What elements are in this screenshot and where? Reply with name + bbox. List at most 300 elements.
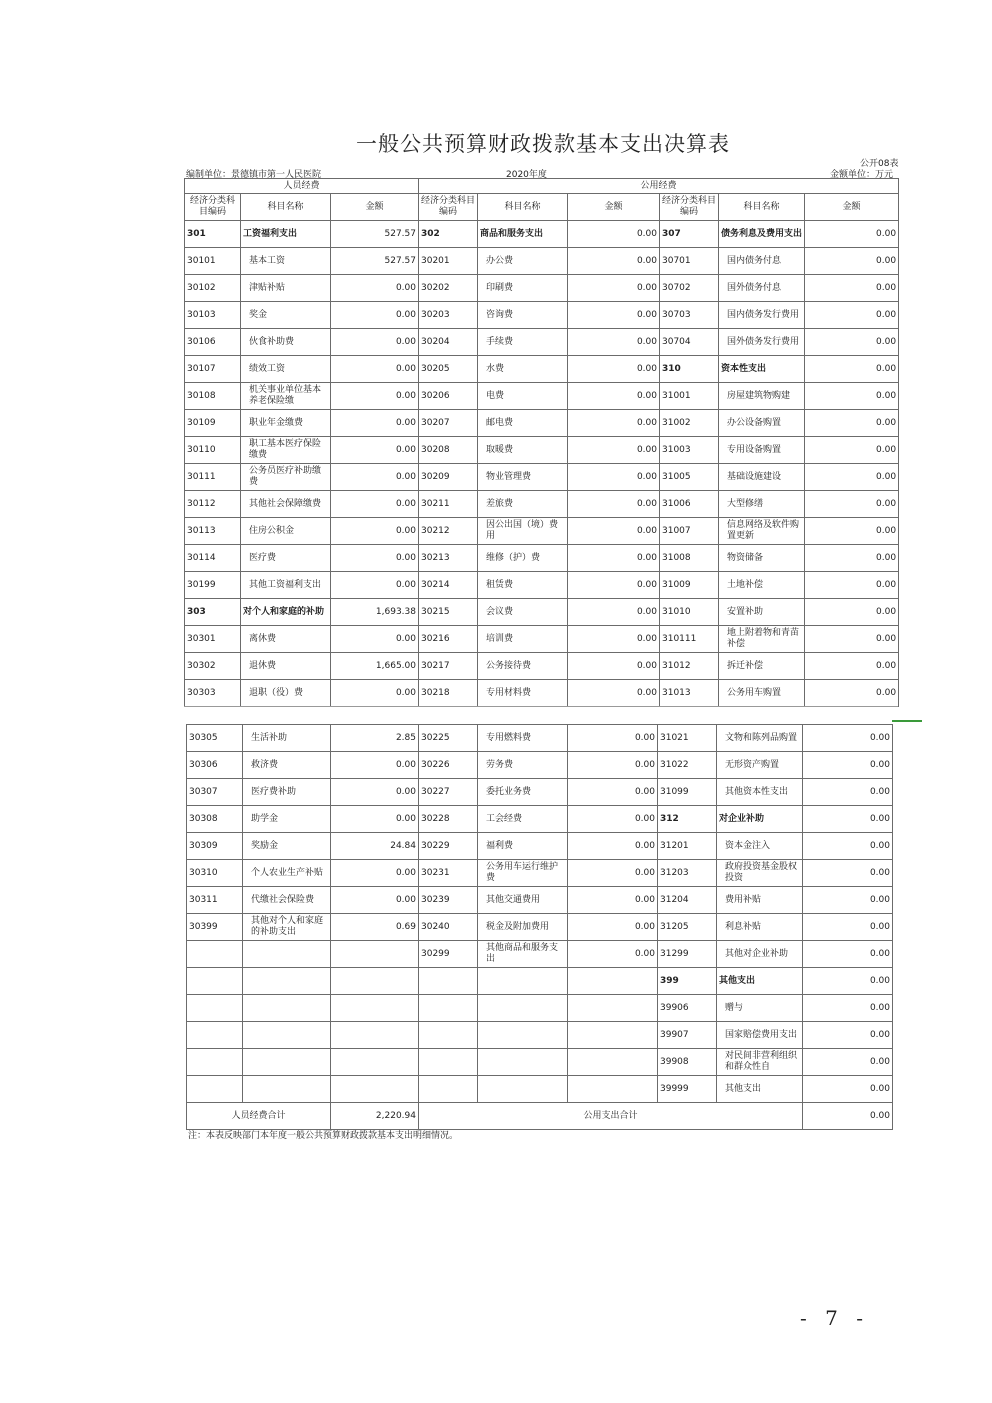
cell-amount: 0.69 — [331, 914, 419, 941]
cell-name: 对民间非营利组织和群众性自 — [717, 1049, 803, 1076]
cell-code: 30303 — [185, 680, 241, 707]
unit-org: 编制单位：景德镇市第一人民医院 — [186, 170, 322, 180]
total-public-value: 0.00 — [803, 1103, 893, 1130]
cell-amount: 24.84 — [331, 833, 419, 860]
cell-name: 税金及附加费用 — [478, 914, 568, 941]
cell-code — [187, 941, 243, 968]
cell-name: 国外债务付息 — [719, 275, 805, 302]
cell-amount: 0.00 — [568, 806, 658, 833]
cell-name: 大型修缮 — [719, 491, 805, 518]
cell-name: 救济费 — [243, 752, 331, 779]
cell-amount: 0.00 — [805, 464, 899, 491]
cell-name: 资本性支出 — [719, 356, 805, 383]
cell-amount: 0.00 — [331, 752, 419, 779]
cell-name: 商品和服务支出 — [478, 221, 568, 248]
cell-name — [243, 1022, 331, 1049]
cell-code: 30229 — [419, 833, 478, 860]
col-name: 科目名称 — [719, 194, 805, 221]
cell-amount: 0.00 — [805, 329, 899, 356]
cell-name: 医疗费 — [241, 545, 331, 572]
cell-code: 30199 — [185, 572, 241, 599]
cell-selection-mark — [892, 720, 922, 722]
cell-name — [243, 1076, 331, 1103]
cell-amount — [331, 1076, 419, 1103]
cell-amount: 0.00 — [568, 860, 658, 887]
cell-code: 30305 — [187, 725, 243, 752]
cell-name: 物业管理费 — [478, 464, 568, 491]
cell-amount: 0.00 — [803, 1049, 893, 1076]
cell-code: 30102 — [185, 275, 241, 302]
cell-code: 30203 — [419, 302, 478, 329]
cell-amount: 0.00 — [803, 1022, 893, 1049]
cell-amount: 527.57 — [331, 221, 419, 248]
cell-code: 30207 — [419, 410, 478, 437]
table-row — [185, 248, 899, 275]
cell-amount: 0.00 — [805, 545, 899, 572]
cell-amount — [568, 1022, 658, 1049]
table-row — [187, 941, 893, 968]
cell-name: 文物和陈列品购置 — [717, 725, 803, 752]
cell-name: 专用材料费 — [478, 680, 568, 707]
cell-amount — [331, 995, 419, 1022]
cell-amount: 0.00 — [803, 752, 893, 779]
table-row — [185, 653, 899, 680]
cell-amount: 0.00 — [803, 806, 893, 833]
cell-code: 31022 — [658, 752, 717, 779]
cell-code: 31002 — [660, 410, 719, 437]
cell-amount: 0.00 — [331, 437, 419, 464]
cell-amount — [568, 1049, 658, 1076]
cell-name: 生活补助 — [243, 725, 331, 752]
cell-amount: 0.00 — [331, 779, 419, 806]
cell-code: 30311 — [187, 887, 243, 914]
cell-name: 退职（役）费 — [241, 680, 331, 707]
cell-code: 30227 — [419, 779, 478, 806]
cell-code: 30103 — [185, 302, 241, 329]
cell-name — [243, 995, 331, 1022]
cell-name: 其他社会保障缴费 — [241, 491, 331, 518]
cell-name: 职工基本医疗保险缴费 — [241, 437, 331, 464]
table-row — [185, 680, 899, 707]
cell-name — [243, 968, 331, 995]
table-row — [185, 464, 899, 491]
cell-code: 31008 — [660, 545, 719, 572]
cell-amount: 0.00 — [568, 329, 660, 356]
cell-code: 31012 — [660, 653, 719, 680]
cell-code: 30299 — [419, 941, 478, 968]
cell-code: 30109 — [185, 410, 241, 437]
cell-amount: 0.00 — [331, 887, 419, 914]
cell-name: 安置补助 — [719, 599, 805, 626]
table-row — [187, 833, 893, 860]
cell-code — [419, 1049, 478, 1076]
cell-amount: 0.00 — [805, 680, 899, 707]
cell-amount: 0.00 — [805, 626, 899, 653]
cell-name: 土地补偿 — [719, 572, 805, 599]
cell-amount: 0.00 — [805, 410, 899, 437]
group-public: 公用经费 — [419, 179, 899, 194]
cell-code: 31205 — [658, 914, 717, 941]
table-row — [187, 779, 893, 806]
cell-amount: 0.00 — [805, 518, 899, 545]
cell-amount — [331, 1022, 419, 1049]
cell-amount: 0.00 — [568, 518, 660, 545]
cell-amount: 0.00 — [331, 275, 419, 302]
cell-name: 赠与 — [717, 995, 803, 1022]
cell-code: 30209 — [419, 464, 478, 491]
cell-amount — [568, 995, 658, 1022]
cell-name: 个人农业生产补贴 — [243, 860, 331, 887]
table-row — [187, 995, 893, 1022]
cell-amount: 0.00 — [331, 626, 419, 653]
cell-amount: 0.00 — [805, 653, 899, 680]
cell-code — [419, 1022, 478, 1049]
cell-name: 对个人和家庭的补助 — [241, 599, 331, 626]
cell-code — [419, 995, 478, 1022]
cell-name: 其他对企业补助 — [717, 941, 803, 968]
cell-code: 30308 — [187, 806, 243, 833]
col-amount: 金额 — [331, 194, 419, 221]
cell-code: 31006 — [660, 491, 719, 518]
cell-name — [478, 1076, 568, 1103]
cell-amount: 0.00 — [805, 302, 899, 329]
cell-amount: 0.00 — [803, 995, 893, 1022]
cell-amount: 0.00 — [331, 302, 419, 329]
cell-code: 30306 — [187, 752, 243, 779]
cell-code: 30216 — [419, 626, 478, 653]
cell-code: 30204 — [419, 329, 478, 356]
table-row — [185, 572, 899, 599]
table-note: 注：本表反映部门本年度一般公共预算财政拨款基本支出明细情况。 — [188, 1131, 459, 1141]
cell-amount: 0.00 — [331, 383, 419, 410]
cell-code: 30310 — [187, 860, 243, 887]
cell-amount: 0.00 — [803, 725, 893, 752]
cell-name: 其他工资福利支出 — [241, 572, 331, 599]
amount-unit: 金额单位：万元 — [830, 170, 894, 180]
cell-name: 工资福利支出 — [241, 221, 331, 248]
cell-amount: 0.00 — [568, 752, 658, 779]
cell-name: 福利费 — [478, 833, 568, 860]
cell-name: 基础设施建设 — [719, 464, 805, 491]
table-row — [187, 887, 893, 914]
cell-code — [187, 968, 243, 995]
cell-code: 30231 — [419, 860, 478, 887]
table-row — [185, 518, 899, 545]
cell-amount: 0.00 — [331, 356, 419, 383]
cell-code: 31299 — [658, 941, 717, 968]
cell-amount — [331, 1049, 419, 1076]
table-row — [185, 275, 899, 302]
cell-name: 住房公积金 — [241, 518, 331, 545]
cell-name: 其他支出 — [717, 1076, 803, 1103]
cell-code: 302 — [419, 221, 478, 248]
table-row — [185, 599, 899, 626]
cell-name: 因公出国（境）费用 — [478, 518, 568, 545]
cell-name: 政府投资基金股权投资 — [717, 860, 803, 887]
cell-amount: 0.00 — [803, 833, 893, 860]
cell-name: 印刷费 — [478, 275, 568, 302]
cell-amount: 527.57 — [331, 248, 419, 275]
cell-name: 医疗费补助 — [243, 779, 331, 806]
cell-amount: 0.00 — [568, 599, 660, 626]
cell-amount: 0.00 — [568, 941, 658, 968]
cell-code: 30399 — [187, 914, 243, 941]
table-row — [185, 545, 899, 572]
cell-code: 30212 — [419, 518, 478, 545]
table-body-top — [185, 221, 899, 707]
cell-name: 伙食补助费 — [241, 329, 331, 356]
cell-name: 劳务费 — [478, 752, 568, 779]
cell-name: 国内债务付息 — [719, 248, 805, 275]
table-row — [187, 968, 893, 995]
group-personnel: 人员经费 — [185, 179, 419, 194]
cell-amount: 0.00 — [568, 545, 660, 572]
cell-code: 30228 — [419, 806, 478, 833]
cell-amount: 0.00 — [331, 329, 419, 356]
cell-code: 31009 — [660, 572, 719, 599]
cell-name: 奖励金 — [243, 833, 331, 860]
cell-name: 费用补贴 — [717, 887, 803, 914]
cell-amount: 0.00 — [805, 248, 899, 275]
cell-amount: 0.00 — [568, 887, 658, 914]
total-personnel-label: 人员经费合计 — [187, 1103, 331, 1130]
cell-amount: 0.00 — [803, 1076, 893, 1103]
expenditure-table-top — [184, 178, 899, 707]
cell-code: 30701 — [660, 248, 719, 275]
col-code: 经济分类科目编码 — [660, 194, 719, 221]
cell-code: 30107 — [185, 356, 241, 383]
cell-amount: 0.00 — [805, 356, 899, 383]
cell-code: 399 — [658, 968, 717, 995]
cell-name: 国家赔偿费用支出 — [717, 1022, 803, 1049]
cell-name: 取暖费 — [478, 437, 568, 464]
table-row — [185, 437, 899, 464]
cell-name: 助学金 — [243, 806, 331, 833]
cell-name: 电费 — [478, 383, 568, 410]
table-code: 公开08表 — [860, 159, 899, 169]
cell-name: 租赁费 — [478, 572, 568, 599]
table-row — [187, 1049, 893, 1076]
col-amount: 金额 — [568, 194, 660, 221]
cell-name: 其他对个人和家庭的补助支出 — [243, 914, 331, 941]
table-row — [187, 806, 893, 833]
cell-name: 无形资产购置 — [717, 752, 803, 779]
cell-name — [243, 1049, 331, 1076]
table-row — [187, 914, 893, 941]
cell-amount: 0.00 — [331, 545, 419, 572]
cell-code: 30114 — [185, 545, 241, 572]
cell-code: 310 — [660, 356, 719, 383]
cell-code: 30214 — [419, 572, 478, 599]
cell-name: 绩效工资 — [241, 356, 331, 383]
cell-amount: 0.00 — [568, 356, 660, 383]
cell-amount: 0.00 — [568, 833, 658, 860]
cell-name: 公务用车运行维护费 — [478, 860, 568, 887]
cell-code: 30213 — [419, 545, 478, 572]
cell-amount: 0.00 — [331, 680, 419, 707]
cell-code: 31204 — [658, 887, 717, 914]
cell-code: 30702 — [660, 275, 719, 302]
cell-amount: 2.85 — [331, 725, 419, 752]
cell-amount: 0.00 — [568, 302, 660, 329]
cell-amount: 0.00 — [331, 518, 419, 545]
cell-code: 30309 — [187, 833, 243, 860]
cell-name: 公务用车购置 — [719, 680, 805, 707]
cell-code: 39908 — [658, 1049, 717, 1076]
cell-code: 30307 — [187, 779, 243, 806]
cell-name: 离休费 — [241, 626, 331, 653]
cell-name — [478, 968, 568, 995]
cell-code: 301 — [185, 221, 241, 248]
cell-name: 办公费 — [478, 248, 568, 275]
cell-name: 委托业务费 — [478, 779, 568, 806]
cell-name: 基本工资 — [241, 248, 331, 275]
cell-code: 30108 — [185, 383, 241, 410]
table-row — [185, 329, 899, 356]
cell-name: 房屋建筑物购建 — [719, 383, 805, 410]
cell-code: 39906 — [658, 995, 717, 1022]
cell-code: 31010 — [660, 599, 719, 626]
cell-name: 专用设备购置 — [719, 437, 805, 464]
cell-amount — [568, 1076, 658, 1103]
cell-amount: 0.00 — [568, 626, 660, 653]
cell-name: 其他交通费用 — [478, 887, 568, 914]
cell-name: 地上附着物和青苗补偿 — [719, 626, 805, 653]
cell-code: 31005 — [660, 464, 719, 491]
cell-name — [478, 1049, 568, 1076]
cell-amount: 0.00 — [805, 275, 899, 302]
cell-amount: 0.00 — [331, 860, 419, 887]
cell-code: 307 — [660, 221, 719, 248]
table-row — [185, 356, 899, 383]
cell-code: 31021 — [658, 725, 717, 752]
cell-amount — [568, 968, 658, 995]
cell-code: 30110 — [185, 437, 241, 464]
cell-code — [187, 1076, 243, 1103]
cell-code: 30225 — [419, 725, 478, 752]
cell-amount: 0.00 — [568, 653, 660, 680]
cell-code: 30202 — [419, 275, 478, 302]
cell-amount: 0.00 — [568, 221, 660, 248]
cell-amount: 0.00 — [805, 599, 899, 626]
table-row — [185, 410, 899, 437]
cell-amount: 0.00 — [568, 464, 660, 491]
cell-code: 30201 — [419, 248, 478, 275]
cell-name: 债务利息及费用支出 — [719, 221, 805, 248]
cell-name: 专用燃料费 — [478, 725, 568, 752]
totals-row — [187, 1103, 893, 1130]
cell-name: 国内债务发行费用 — [719, 302, 805, 329]
cell-name: 津贴补贴 — [241, 275, 331, 302]
cell-name: 利息补贴 — [717, 914, 803, 941]
cell-name: 咨询费 — [478, 302, 568, 329]
col-name: 科目名称 — [241, 194, 331, 221]
cell-name — [243, 941, 331, 968]
cell-code: 30240 — [419, 914, 478, 941]
cell-code: 31099 — [658, 779, 717, 806]
cell-amount: 0.00 — [803, 779, 893, 806]
table-row — [185, 491, 899, 518]
cell-code: 310111 — [660, 626, 719, 653]
cell-code: 30208 — [419, 437, 478, 464]
cell-code: 30215 — [419, 599, 478, 626]
cell-amount: 0.00 — [568, 572, 660, 599]
cell-name: 水费 — [478, 356, 568, 383]
cell-amount: 1,665.00 — [331, 653, 419, 680]
cell-name — [478, 1022, 568, 1049]
cell-amount: 0.00 — [805, 437, 899, 464]
cell-code: 30211 — [419, 491, 478, 518]
cell-name: 邮电费 — [478, 410, 568, 437]
cell-amount: 0.00 — [568, 491, 660, 518]
cell-amount: 0.00 — [568, 275, 660, 302]
cell-name — [478, 995, 568, 1022]
table-row — [187, 1076, 893, 1103]
cell-code: 30218 — [419, 680, 478, 707]
table-row — [187, 725, 893, 752]
cell-amount: 0.00 — [568, 779, 658, 806]
cell-name: 维修（护）费 — [478, 545, 568, 572]
table-body-bottom — [187, 725, 893, 1103]
cell-code: 30106 — [185, 329, 241, 356]
cell-name: 退休费 — [241, 653, 331, 680]
cell-code: 30302 — [185, 653, 241, 680]
cell-code: 303 — [185, 599, 241, 626]
cell-name: 信息网络及软件购置更新 — [719, 518, 805, 545]
cell-amount: 0.00 — [803, 968, 893, 995]
cell-code: 30101 — [185, 248, 241, 275]
cell-code: 31013 — [660, 680, 719, 707]
cell-name: 物资储备 — [719, 545, 805, 572]
cell-amount: 0.00 — [568, 437, 660, 464]
cell-amount: 0.00 — [331, 806, 419, 833]
cell-name: 公务接待费 — [478, 653, 568, 680]
cell-amount — [331, 968, 419, 995]
page-number: - 7 - — [800, 1306, 869, 1330]
col-amount: 金额 — [805, 194, 899, 221]
cell-code — [419, 1076, 478, 1103]
cell-name: 培训费 — [478, 626, 568, 653]
cell-amount: 0.00 — [331, 464, 419, 491]
cell-amount: 0.00 — [803, 941, 893, 968]
cell-amount — [331, 941, 419, 968]
cell-name: 国外债务发行费用 — [719, 329, 805, 356]
cell-amount: 0.00 — [568, 410, 660, 437]
cell-code: 31007 — [660, 518, 719, 545]
col-code: 经济分类科目编码 — [185, 194, 241, 221]
cell-code — [187, 1049, 243, 1076]
cell-code: 31201 — [658, 833, 717, 860]
table-row — [187, 1022, 893, 1049]
cell-amount: 0.00 — [803, 914, 893, 941]
cell-amount: 0.00 — [805, 221, 899, 248]
cell-name: 其他商品和服务支出 — [478, 941, 568, 968]
cell-code: 30239 — [419, 887, 478, 914]
total-public-label: 公用支出合计 — [419, 1103, 803, 1130]
table-row — [185, 221, 899, 248]
cell-name: 职业年金缴费 — [241, 410, 331, 437]
fiscal-year: 2020年度 — [506, 170, 547, 180]
cell-name: 其他支出 — [717, 968, 803, 995]
cell-amount: 0.00 — [568, 383, 660, 410]
cell-amount: 0.00 — [568, 680, 660, 707]
table-row — [185, 302, 899, 329]
cell-amount: 0.00 — [568, 248, 660, 275]
cell-name: 公务员医疗补助缴费 — [241, 464, 331, 491]
table-row — [187, 860, 893, 887]
cell-code: 39907 — [658, 1022, 717, 1049]
cell-name: 对企业补助 — [717, 806, 803, 833]
